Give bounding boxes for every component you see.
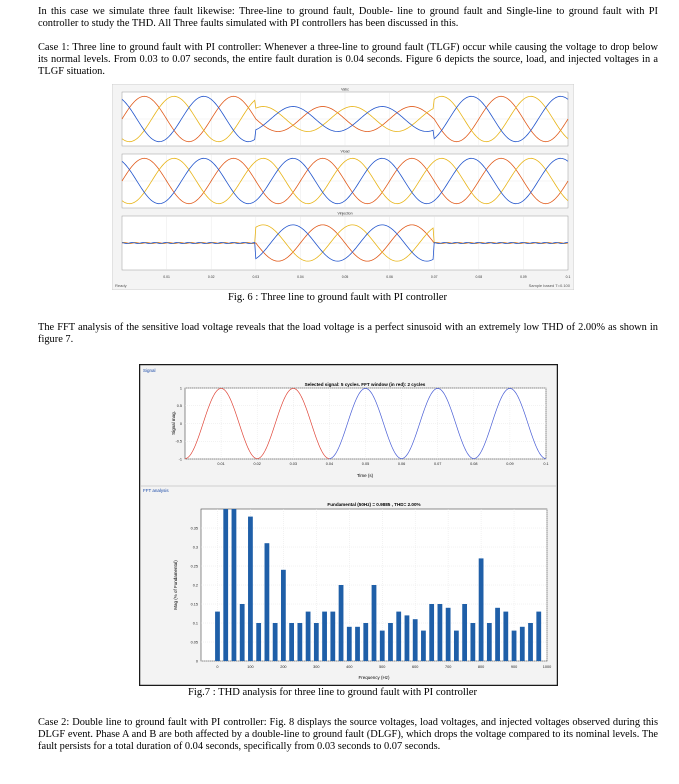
signal-y-tick: -1 (178, 457, 182, 462)
figure-7-caption: Fig.7 : THD analysis for three line to ground fault with PI controller (188, 687, 478, 698)
paragraph-case1: Case 1: Three line to ground fault with PI controller: Whenever a three-line to ground fault (TLGF) occur while causing the voltage to drop below its normal levels. From 0.03 to 0.07 seconds, the entire fault duration is 0.04 seconds. Figure 6 depicts the source, load, and injected voltages in a TLGF situation. (38, 42, 658, 78)
signal-xlabel: Time (s) (356, 473, 374, 478)
signal-x-tick: 0.02 (253, 462, 261, 466)
fig6-panel-title-1: Vabc (341, 87, 349, 92)
fft-bar (306, 612, 311, 661)
fft-bar (281, 570, 286, 661)
fft-x-tick: 400 (346, 665, 353, 669)
signal-title: Selected signal: 5 cycles. FFT window (in red): 2 cycles (304, 382, 426, 387)
fft-bar (265, 543, 270, 661)
fig6-x-tick: 0.01 (163, 275, 170, 279)
fig6-x-tick: 0.05 (341, 275, 349, 279)
signal-x-tick: 0.09 (506, 462, 514, 466)
fig6-footer-right: Sample based T=0.100 (528, 283, 570, 288)
figure-7-plot (139, 364, 558, 686)
fft-bar (215, 612, 220, 661)
fft-x-tick: 0 (216, 665, 219, 669)
fft-x-tick: 700 (444, 665, 452, 669)
figure-7 (139, 364, 558, 686)
figure-6-caption: Fig. 6 : Three line to ground fault with PI controller (228, 292, 447, 303)
fft-y-tick: 0.2 (192, 583, 198, 588)
fft-title: Fundamental (50Hz) = 0.9885 , THD= 2.00% (327, 502, 421, 507)
signal-section-label: Signal (143, 368, 156, 373)
fft-bar (421, 631, 426, 661)
paragraph-intro: In this case we simulate three fault likewise: Three-line to ground fault, Double- line to ground fault and Single-line to ground fault with PI controller to study the THD. All Three faults simulated with PI controllers has been discussed in this. (38, 6, 658, 30)
signal-ylabel: Signal mag. (171, 411, 176, 435)
fft-bar (297, 623, 302, 661)
fft-bar (470, 623, 475, 661)
fig6-x-tick: 0.09 (520, 275, 527, 279)
fft-bar (363, 623, 368, 661)
fft-bar (429, 604, 434, 661)
fft-bar (322, 612, 327, 661)
fft-x-tick: 200 (280, 665, 287, 669)
fft-x-tick: 1000 (542, 665, 552, 669)
fft-bar (413, 619, 418, 661)
fft-y-tick: 0.25 (190, 564, 198, 569)
paragraph-fft: The FFT analysis of the sensitive load voltage reveals that the load voltage is a perfect sinusoid with an extremely low THD of 2.00% as shown in figure 7. (38, 322, 658, 346)
fft-bar (512, 631, 517, 661)
fft-bar (446, 608, 451, 661)
fft-bar (462, 604, 467, 661)
fft-section-label: FFT analysis (143, 488, 169, 493)
fft-bar (528, 623, 533, 661)
fft-y-tick: 0.05 (190, 640, 198, 645)
fft-bar (347, 627, 352, 661)
signal-x-tick: 0.01 (217, 462, 225, 466)
fft-y-tick: 0.35 (190, 526, 198, 531)
signal-y-tick: -0.5 (175, 439, 182, 444)
fft-bar (454, 631, 459, 661)
fig6-panel-title-3: Vinjection (337, 211, 353, 216)
signal-x-tick: 0.06 (397, 462, 406, 466)
fig6-x-tick: 0.04 (297, 275, 304, 279)
fft-bar (339, 585, 344, 661)
fft-bar (330, 612, 335, 661)
fft-bar (520, 627, 525, 661)
fft-bar (289, 623, 294, 661)
fft-bar (248, 517, 253, 661)
fig6-footer-left: Ready (115, 283, 127, 288)
paragraph-case2: Case 2: Double line to ground fault with PI controller: Fig. 8 displays the source voltages, load voltages, and injected voltages observed during this DLGF event. Phase A and B are both affected by a double-line to ground fault (DLGF), which drops the voltage compared to its nominal levels. The fault persists for a total duration of 0.04 seconds, specifically from 0.03 seconds to 0.07 seconds. (38, 717, 658, 753)
signal-x-tick: 0.07 (434, 462, 442, 466)
signal-x-tick: 0.03 (289, 462, 297, 466)
signal-y-tick: 0 (179, 421, 182, 426)
fig6-x-tick: 0.1 (565, 275, 571, 279)
fig6-x-tick: 0.08 (475, 275, 483, 279)
fig6-x-tick: 0.02 (207, 275, 215, 279)
fft-bar (495, 608, 500, 661)
fft-x-tick: 300 (313, 665, 320, 669)
fft-bar (256, 623, 261, 661)
fft-y-tick: 0.15 (190, 602, 198, 607)
fft-y-tick: 0 (195, 659, 198, 664)
fft-x-tick: 900 (510, 665, 518, 669)
signal-x-tick: 0.08 (470, 462, 478, 466)
signal-x-tick: 0.1 (543, 462, 549, 466)
figure-6-plot (112, 84, 574, 290)
fft-bar (479, 558, 484, 661)
fft-bar (405, 615, 410, 661)
fft-bar (503, 612, 508, 661)
fft-bar (240, 604, 245, 661)
fft-bar (396, 612, 401, 661)
fft-ylabel: Mag (% of Fundamental) (173, 560, 178, 610)
fft-bar (438, 604, 443, 661)
fft-x-tick: 800 (477, 665, 485, 669)
fig6-x-tick: 0.06 (386, 275, 393, 279)
fft-y-tick: 0.1 (192, 621, 198, 626)
fft-bar (223, 509, 228, 661)
fft-bar (372, 585, 377, 661)
signal-x-tick: 0.05 (361, 462, 370, 466)
signal-y-tick: 0.5 (176, 404, 182, 409)
figure-6 (112, 84, 574, 290)
fft-bar (273, 623, 278, 661)
fig6-x-tick: 0.03 (252, 275, 260, 279)
fft-x-tick: 600 (412, 665, 419, 669)
fig6-x-tick: 0.07 (430, 275, 438, 279)
fft-x-tick: 500 (379, 665, 386, 669)
fft-bar (232, 509, 237, 661)
fft-x-tick: 100 (247, 665, 254, 669)
fft-bar (487, 623, 492, 661)
fft-bar (536, 612, 541, 661)
fft-bar (314, 623, 319, 661)
fft-bar (380, 631, 385, 661)
fft-bar (355, 627, 360, 661)
fft-y-tick: 0.3 (192, 545, 198, 550)
signal-y-tick: 1 (179, 386, 182, 391)
fft-xlabel: Frequency (Hz) (358, 675, 390, 680)
fft-bar (388, 623, 393, 661)
signal-x-tick: 0.04 (325, 462, 334, 466)
fig6-panel-title-2: Vload (340, 149, 350, 154)
